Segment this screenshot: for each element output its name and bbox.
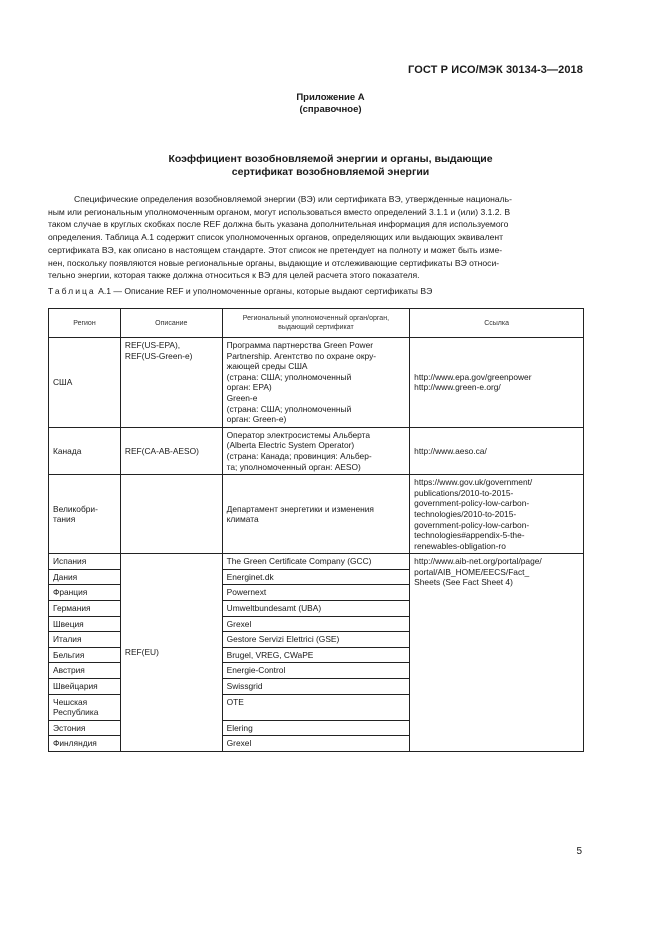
region-cell: Финляндия — [49, 736, 121, 752]
table-row — [49, 475, 584, 554]
region-cell: Чешская Республика — [49, 694, 121, 720]
heading-line-2: сертификат возобновляемой энергии — [231, 165, 430, 178]
paragraph-line: таком случае в круглых скобках после REF должна быть указана дополнительная информация для используемого — [48, 219, 509, 230]
table-header-row — [49, 309, 584, 338]
heading-line-1: Коэффициент возобновляемой энергии и органы, выдающие — [168, 153, 493, 165]
section-heading — [0, 153, 661, 178]
header-region: Регион — [49, 309, 121, 338]
page-number: 5 — [576, 846, 582, 857]
caption-number: А.1 — [98, 286, 111, 296]
description-cell — [120, 475, 222, 554]
header-description: Описание — [120, 309, 222, 338]
link-cell-eu: http://www.aib-net.org/portal/page/ portal/AIB_HOME/EECS/Fact_ Sheets (See Fact Sheet 4) — [410, 554, 584, 752]
annex-title — [0, 92, 661, 116]
link[interactable]: http://www.aeso.ca/ — [414, 445, 487, 456]
authority-cell: Brugel, VREG, CWaPE — [222, 647, 410, 663]
standard-number: ГОСТ Р ИСО/МЭК 30134-3—2018 — [408, 64, 583, 76]
authority-cell: Umweltbundesamt (UBA) — [222, 601, 410, 617]
region-cell: Италия — [49, 632, 121, 648]
authority-cell: Swissgrid — [222, 679, 410, 695]
description-cell-eu: REF(EU) — [120, 554, 222, 752]
region-cell: Великобри- тания — [49, 475, 121, 554]
header-link: Ссылка — [410, 309, 584, 338]
authority-cell: Департамент энергетики и изменения климата — [222, 475, 410, 554]
region-cell: Канада — [49, 427, 121, 474]
authority-cell: OTE — [222, 694, 410, 720]
authority-cell: Оператор электросистемы Альберта (Alberta Electric System Operator) (страна: Канада; провинция: Альбер- та; уполномоченный орган: AESO) — [222, 427, 410, 474]
description-cell: REF(US-EPA), REF(US-Green-e) — [120, 338, 222, 428]
authority-cell: Программа партнерства Green Power Partnership. Агентство по охране окру- жающей среды США (страна: США; уполномоченный орган: EPA) Green-e (страна: США; уполномоченный орган: Green-e) — [222, 338, 410, 428]
caption-label: Таблица — [48, 286, 96, 296]
paragraph-line: сертификата ВЭ, как описано в настоящем стандарте. Этот список не претендует на полноту и может быть изме- — [48, 244, 503, 255]
authority-cell: Elering — [222, 720, 410, 736]
link[interactable]: https://www.gov.uk/government/ — [414, 477, 533, 488]
paragraph-line: определения. Таблица А.1 содержит список уполномоченных органов, определяющих или выдающих эквивалент — [48, 232, 504, 243]
link-cell: https://www.gov.uk/government/ publications/2010-to-2015- government-policy-low-carbon- technologies/2010-to-2015- government-policy-low-carbon- technologies#appendix-5-the- renewables-obligation-ro — [410, 475, 584, 554]
link[interactable]: http://www.green-e.org/ — [414, 382, 501, 393]
ref-table — [48, 308, 584, 752]
link[interactable]: http://www.epa.gov/greenpower — [414, 371, 532, 382]
authority-cell: Grexel — [222, 616, 410, 632]
link-cell — [410, 338, 584, 428]
table-row — [49, 338, 584, 428]
authority-cell: Energinet.dk — [222, 569, 410, 585]
paragraph-line: нен, поскольку появляются новые региональные органы, выдающие и отслеживающие сертификаты ВЭ относи- — [48, 257, 500, 268]
authority-cell: Grexel — [222, 736, 410, 752]
description-cell: REF(CA-AB-AESO) — [120, 427, 222, 474]
authority-cell: Energie-Control — [222, 663, 410, 679]
header-authority: Региональный уполномоченный орган/орган, выдающий сертификат — [222, 309, 410, 338]
region-cell: Германия — [49, 601, 121, 617]
region-cell: США — [49, 338, 121, 428]
region-cell: Австрия — [49, 663, 121, 679]
authority-cell: The Green Certificate Company (GCC) — [222, 554, 410, 570]
authority-cell: Gestore Servizi Elettrici (GSE) — [222, 632, 410, 648]
annex-type: (справочное) — [299, 104, 362, 115]
region-cell: Бельгия — [49, 647, 121, 663]
region-cell: Испания — [49, 554, 121, 570]
region-cell: Швейцария — [49, 679, 121, 695]
intro-paragraph — [48, 193, 584, 282]
link-cell — [410, 427, 584, 474]
table-row — [49, 427, 584, 474]
region-cell: Эстония — [49, 720, 121, 736]
region-cell: Швеция — [49, 616, 121, 632]
region-cell: Франция — [49, 585, 121, 601]
table-row — [49, 554, 584, 570]
link[interactable]: http://www.aib-net.org/portal/page/ — [414, 556, 542, 567]
paragraph-line: тельно энергии, которая также должна относиться к ВЭ для целей расчета этого показателя. — [48, 270, 420, 281]
authority-cell: Powernext — [222, 585, 410, 601]
annex-label: Приложение А — [296, 92, 365, 103]
region-cell: Дания — [49, 569, 121, 585]
table-caption — [48, 286, 432, 297]
caption-text: — Описание REF и уполномоченные органы, которые выдают сертификаты ВЭ — [111, 286, 433, 296]
paragraph-line: ным или региональным уполномоченным органом, могут использоваться вместо определений 3.1.1 и (или) 3.1.2. В — [48, 206, 511, 217]
paragraph-line: Специфические определения возобновляемой энергии (ВЭ) или сертификата ВЭ, утвержденные националь- — [74, 194, 513, 204]
